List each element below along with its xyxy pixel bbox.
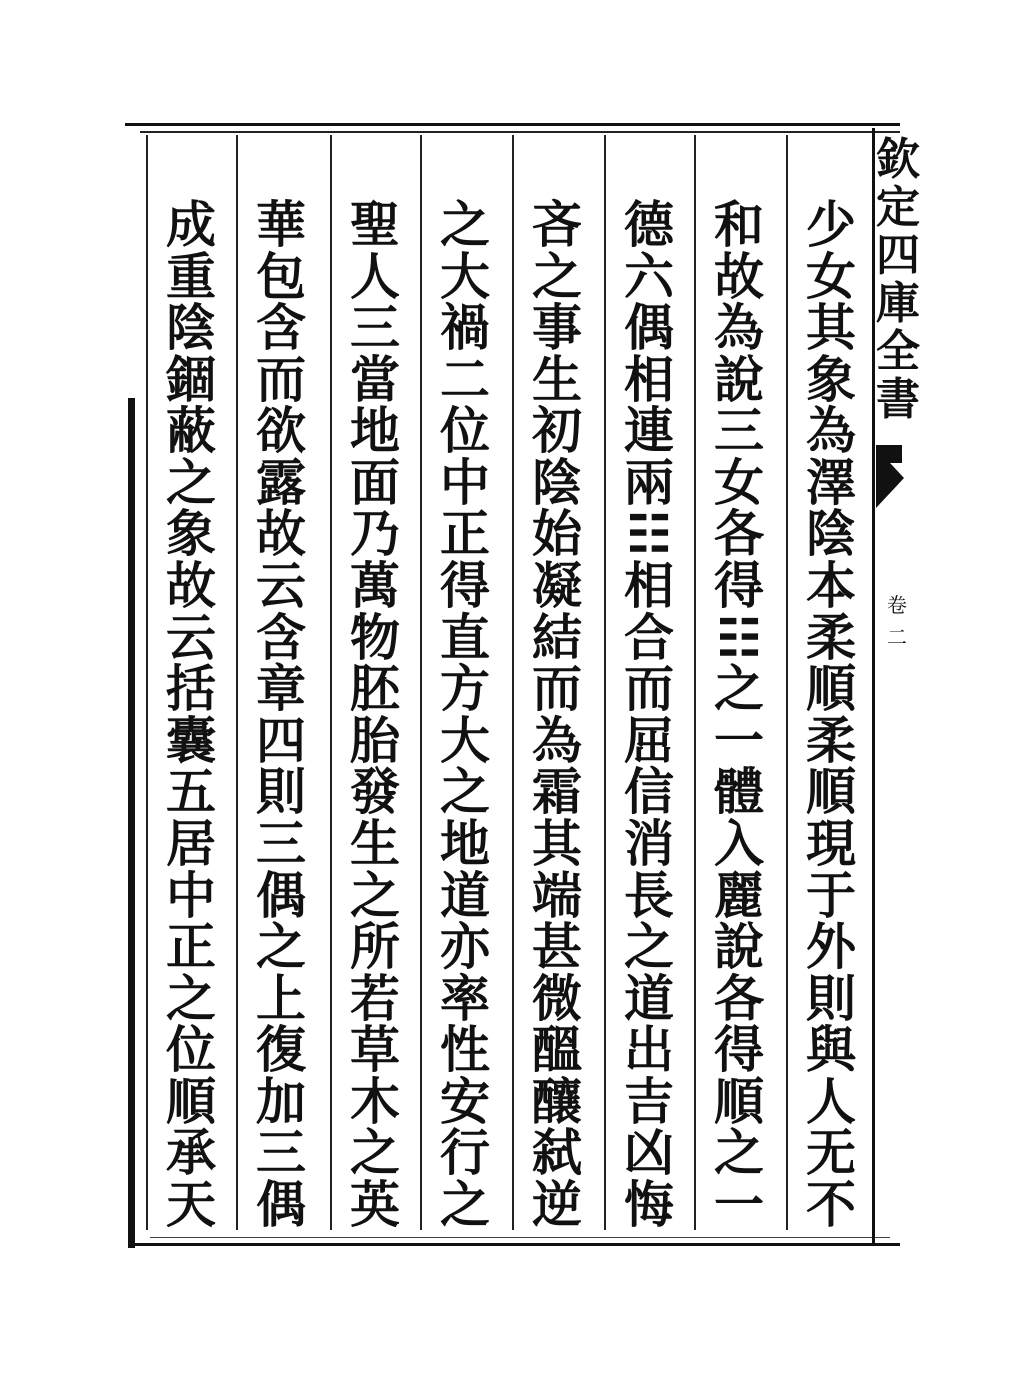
character: 微 — [532, 968, 582, 1028]
character: 三 — [714, 401, 764, 461]
character: 各 — [714, 968, 764, 1028]
character: 柔 — [806, 710, 856, 770]
character: 承 — [166, 1123, 216, 1183]
character: 外 — [806, 917, 856, 977]
character: 醞 — [532, 1020, 582, 1080]
character: 出 — [624, 1020, 674, 1080]
column-separator — [420, 135, 422, 1230]
character: 居 — [166, 813, 216, 873]
character: 木 — [350, 1071, 400, 1131]
character: 云 — [166, 607, 216, 667]
bottom-rule — [135, 1243, 900, 1246]
bottom-rule-inner — [150, 1237, 890, 1238]
character: 凝 — [532, 556, 582, 616]
character: 偶 — [256, 865, 306, 925]
character: 云 — [256, 556, 306, 616]
character: 方 — [440, 659, 490, 719]
column-separator — [512, 135, 514, 1230]
character: 欽 — [876, 134, 920, 185]
character: 書 — [876, 374, 920, 425]
character: 若 — [350, 968, 400, 1028]
character: 象 — [166, 504, 216, 564]
character: 與 — [806, 1020, 856, 1080]
character: 一 — [714, 710, 764, 770]
character: 不 — [806, 1174, 856, 1234]
character: 當 — [350, 349, 400, 409]
character: 胚 — [350, 659, 400, 719]
text-column-2 — [704, 195, 774, 1234]
character: 故 — [714, 246, 764, 306]
text-column-1 — [796, 195, 866, 1234]
character: 柔 — [806, 607, 856, 667]
character: 大 — [440, 246, 490, 306]
character: 乃 — [350, 504, 400, 564]
column-separator — [786, 135, 788, 1230]
character: 凶 — [624, 1123, 674, 1183]
character: 蔽 — [166, 401, 216, 461]
character: 兩 — [624, 452, 674, 512]
character: 偶 — [256, 1174, 306, 1234]
character: 上 — [256, 968, 306, 1028]
column-separator — [146, 135, 148, 1230]
character: 釀 — [532, 1071, 582, 1131]
volume-label — [885, 595, 909, 647]
character: 發 — [350, 762, 400, 822]
character: 人 — [806, 1071, 856, 1131]
character: 章 — [256, 659, 306, 719]
character: 華 — [256, 195, 306, 254]
character: 之 — [166, 452, 216, 512]
character: 女 — [806, 246, 856, 306]
character: 偶 — [624, 298, 674, 358]
text-column-7 — [246, 195, 316, 1234]
top-rule — [125, 123, 900, 126]
right-border — [872, 128, 875, 1243]
character: 安 — [440, 1071, 490, 1131]
character: 順 — [714, 1071, 764, 1131]
character: 五 — [166, 762, 216, 822]
character: 生 — [532, 349, 582, 409]
character: 其 — [532, 813, 582, 873]
character: 全 — [876, 326, 920, 377]
character: 象 — [806, 349, 856, 409]
character: 行 — [440, 1123, 490, 1183]
character: 屈 — [624, 710, 674, 770]
character: 之 — [440, 1174, 490, 1234]
character: 性 — [440, 1020, 490, 1080]
character: 英 — [350, 1174, 400, 1234]
character: 生 — [350, 813, 400, 873]
character: 亦 — [440, 917, 490, 977]
character: 重 — [166, 246, 216, 306]
character: 三 — [256, 813, 306, 873]
character: 地 — [350, 401, 400, 461]
character: 吉 — [624, 1071, 674, 1131]
character: 之 — [256, 917, 306, 977]
character: 含 — [256, 298, 306, 358]
character: 說 — [714, 917, 764, 977]
character: 消 — [624, 813, 674, 873]
character: 六 — [624, 246, 674, 306]
character: 得 — [714, 1020, 764, 1080]
character: 始 — [532, 504, 582, 564]
character: 女 — [714, 452, 764, 512]
character: 錮 — [166, 349, 216, 409]
character: 其 — [806, 298, 856, 358]
character: 弑 — [532, 1123, 582, 1183]
character: 所 — [350, 917, 400, 977]
character: 長 — [624, 865, 674, 925]
text-column-6 — [340, 195, 410, 1234]
character: 正 — [440, 504, 490, 564]
character: 復 — [256, 1020, 306, 1080]
character: 得 — [714, 556, 764, 616]
text-column-8 — [156, 195, 226, 1234]
character: 欲 — [256, 401, 306, 461]
top-rule-inner — [140, 131, 900, 133]
character: 草 — [350, 1020, 400, 1080]
character: 一 — [714, 1174, 764, 1234]
text-column-5 — [430, 195, 500, 1234]
character: ☷ — [716, 607, 762, 667]
character: 悔 — [624, 1174, 674, 1234]
character: 卷 — [887, 593, 907, 617]
character: 甚 — [532, 917, 582, 977]
character: 各 — [714, 504, 764, 564]
character: 逆 — [532, 1174, 582, 1234]
character: 位 — [440, 401, 490, 461]
character: 為 — [806, 401, 856, 461]
character: 現 — [806, 813, 856, 873]
character: 之 — [350, 1123, 400, 1183]
character: 體 — [714, 762, 764, 822]
character: 物 — [350, 607, 400, 667]
character: 陰 — [806, 504, 856, 564]
character: 聖 — [350, 195, 400, 254]
character: 澤 — [806, 452, 856, 512]
character: 德 — [624, 195, 674, 254]
character: 囊 — [166, 710, 216, 770]
character: 之 — [714, 1123, 764, 1183]
character: 禍 — [440, 298, 490, 358]
character: 吝 — [532, 195, 582, 254]
character: 為 — [714, 298, 764, 358]
character: 道 — [440, 865, 490, 925]
character: 而 — [624, 659, 674, 719]
character: 三 — [350, 298, 400, 358]
character: 地 — [440, 813, 490, 873]
character: 則 — [256, 762, 306, 822]
character: 信 — [624, 762, 674, 822]
character: 之 — [440, 762, 490, 822]
character: 陰 — [166, 298, 216, 358]
character: 包 — [256, 246, 306, 306]
character: ☷ — [626, 504, 672, 564]
character: 四 — [876, 230, 920, 281]
character: 端 — [532, 865, 582, 925]
character: 陰 — [532, 452, 582, 512]
column-separator — [330, 135, 332, 1230]
character: 麗 — [714, 865, 764, 925]
character: 面 — [350, 452, 400, 512]
book-title — [876, 134, 920, 425]
character: 少 — [806, 195, 856, 254]
character: 三 — [256, 1123, 306, 1183]
character: 人 — [350, 246, 400, 306]
character: 之 — [166, 968, 216, 1028]
character: 入 — [714, 813, 764, 873]
character: 直 — [440, 607, 490, 667]
character: 相 — [624, 556, 674, 616]
character: 順 — [166, 1071, 216, 1131]
character: 二 — [887, 625, 907, 649]
character: 庫 — [876, 278, 920, 329]
character: 相 — [624, 349, 674, 409]
character: 四 — [256, 710, 306, 770]
character: 之 — [440, 195, 490, 254]
character: 定 — [876, 182, 920, 233]
character: 事 — [532, 298, 582, 358]
character: 初 — [532, 401, 582, 461]
character: 位 — [166, 1020, 216, 1080]
character: 天 — [166, 1174, 216, 1234]
character: 而 — [256, 349, 306, 409]
character: 結 — [532, 607, 582, 667]
character: 萬 — [350, 556, 400, 616]
character: 于 — [806, 865, 856, 925]
character: 胎 — [350, 710, 400, 770]
character: 本 — [806, 556, 856, 616]
character: 則 — [806, 968, 856, 1028]
column-separator — [236, 135, 238, 1230]
character: 得 — [440, 556, 490, 616]
character: 和 — [714, 195, 764, 254]
character: 成 — [166, 195, 216, 254]
character: 正 — [166, 917, 216, 977]
character: 中 — [166, 865, 216, 925]
character: 二 — [440, 349, 490, 409]
character: 為 — [532, 710, 582, 770]
text-column-4 — [522, 195, 592, 1234]
character: 中 — [440, 452, 490, 512]
character: 霜 — [532, 762, 582, 822]
character: 道 — [624, 968, 674, 1028]
character: 故 — [256, 504, 306, 564]
character: 露 — [256, 452, 306, 512]
character: 率 — [440, 968, 490, 1028]
character: 无 — [806, 1123, 856, 1183]
character: 之 — [714, 659, 764, 719]
character: 之 — [350, 865, 400, 925]
character: 大 — [440, 710, 490, 770]
character: 合 — [624, 607, 674, 667]
character: 而 — [532, 659, 582, 719]
character: 順 — [806, 659, 856, 719]
character: 含 — [256, 607, 306, 667]
column-separator — [694, 135, 696, 1230]
character: 加 — [256, 1071, 306, 1131]
character: 連 — [624, 401, 674, 461]
character: 之 — [624, 917, 674, 977]
character: 括 — [166, 659, 216, 719]
fish-tail-icon — [876, 448, 904, 508]
character: 之 — [532, 246, 582, 306]
character: 順 — [806, 762, 856, 822]
character: 故 — [166, 556, 216, 616]
text-column-3 — [614, 195, 684, 1234]
column-separator — [604, 135, 606, 1230]
left-border — [128, 398, 135, 1248]
character: 說 — [714, 349, 764, 409]
